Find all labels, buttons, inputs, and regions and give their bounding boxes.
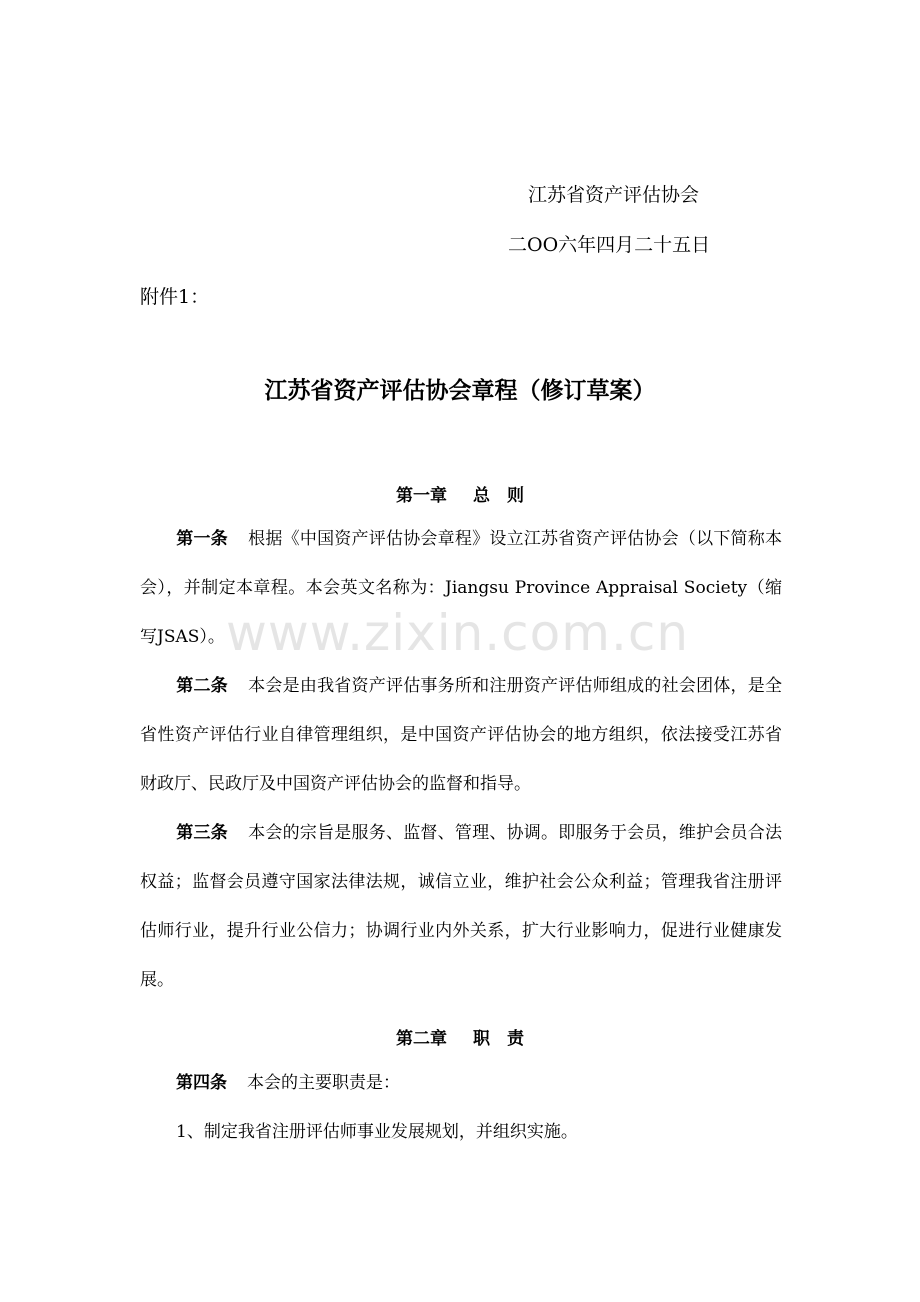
- chapter-name: 职 责: [473, 1029, 524, 1049]
- organization-signature: 江苏省资产评估协会: [528, 184, 700, 206]
- chapter-heading-1: [0, 481, 920, 506]
- article-text: 本会的宗旨是服务、监督、管理、协调。即服务于会员，维护会员合法权益；监督会员遵守国家法律法规，诚信立业，维护社会公众利益；管理我省注册评估师行业，提升行业公信力；协调行业内外关系，扩大行业影响力，促进行业健康发展。: [140, 823, 783, 990]
- article-text: 根据《中国资产评估协会章程》设立江苏省资产评估协会（以下简称本会），并制定本章程。本会英文名称为：Jiangsu Province Appraisal Society（缩写JSAS）。: [140, 529, 783, 647]
- signature-date: 二OO六年四月二十五日: [508, 234, 711, 256]
- list-item: [140, 1108, 782, 1157]
- attachment-label: 附件1：: [140, 286, 210, 308]
- watermark: www.zixin.com.cn: [226, 604, 690, 662]
- chapter-name: 总 则: [473, 486, 524, 506]
- article-text: 本会是由我省资产评估事务所和注册资产评估师组成的社会团体，是全省性资产评估行业自律管理组织，是中国资产评估协会的地方组织，依法接受江苏省财政厅、民政厅及中国资产评估协会的监督和指导。: [140, 676, 783, 794]
- article-4: [140, 1059, 782, 1108]
- article-text: 本会的主要职责是：: [247, 1073, 400, 1093]
- chapter-number: 第二章: [396, 1029, 447, 1049]
- article-label: 第一条: [176, 529, 228, 549]
- article-2: [140, 662, 782, 809]
- article-label: 第二条: [176, 676, 228, 696]
- document-title: 江苏省资产评估协会章程（修订草案）: [264, 378, 656, 404]
- list-item-text: 1、制定我省注册评估师事业发展规划，并组织实施。: [176, 1122, 578, 1142]
- article-label: 第四条: [176, 1073, 227, 1093]
- article-label: 第三条: [176, 823, 228, 843]
- chapter-heading-2: [0, 1024, 920, 1049]
- chapter-number: 第一章: [396, 486, 447, 506]
- article-3: [140, 809, 782, 1005]
